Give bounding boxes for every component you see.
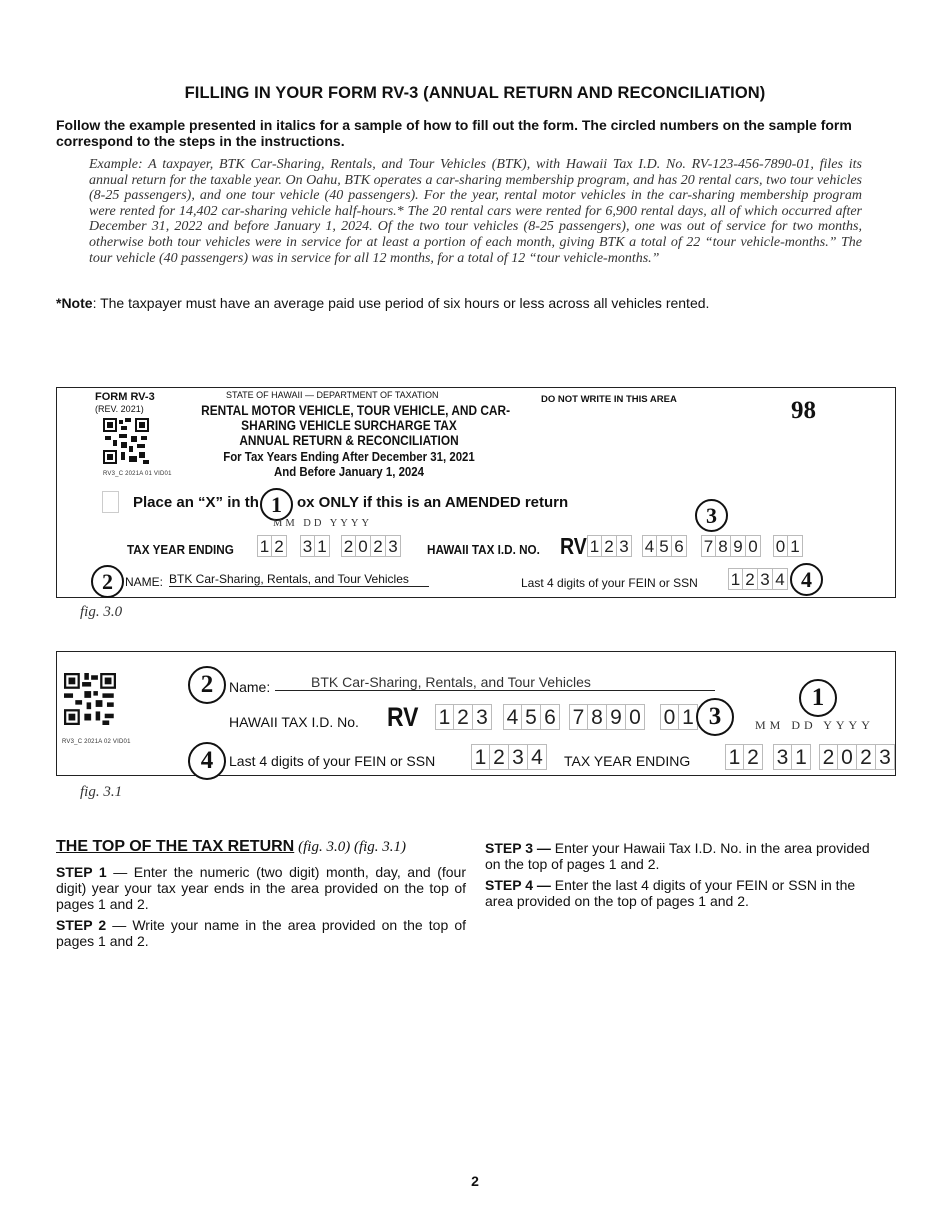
digit: 1 bbox=[792, 744, 811, 770]
tax-year-month bbox=[257, 535, 287, 557]
date-format-hint: MM DD YYYY bbox=[755, 718, 874, 732]
step-2-marker: 2 bbox=[91, 565, 124, 598]
taxid-prefix: RV bbox=[560, 533, 587, 559]
digit: 1 bbox=[471, 744, 490, 770]
digit: 0 bbox=[356, 535, 371, 557]
amended-label-start: Place an “X” in th bbox=[133, 494, 259, 511]
step-1 bbox=[56, 864, 466, 912]
digit: 2 bbox=[272, 535, 287, 557]
step-3-marker: 3 bbox=[695, 499, 728, 532]
digit: 8 bbox=[588, 704, 607, 730]
digit: 4 bbox=[642, 535, 657, 557]
digit: 4 bbox=[528, 744, 547, 770]
digit: 6 bbox=[541, 704, 560, 730]
form-title-line1: RENTAL MOTOR VEHICLE, TOUR VEHICLE, AND CAR- bbox=[201, 403, 511, 418]
digit: 9 bbox=[731, 535, 746, 557]
example-text: Example: A taxpayer, BTK Car-Sharing, Rentals, and Tour Vehicles (BTK), with Hawaii Tax I.D. No. RV-123-456-7890-01, files its annual return for the taxable year. On Oahu, BTK operates a car-sharing membership program, and has 20 rental cars, two tour vehicles (8-25 passengers), and one tour vehicle (40 passengers). For the year, rental motor vehicles in the car-sharing membership program were rented for 14,402 car-sharing vehicle half-hours.* The 20 rental cars were rented for 6,900 rental days, all of which occurred after December 31, 2022 and before January 1, 2024. Of the two tour vehicles (8-25 passengers), one was out of service for two months, otherwise both tour vehicles were in service for at least a portion of each month, giving BTK a total of 22 “tour vehicle-months.” The tour vehicle (40 passengers) was in service for all 12 months, for a total of 12 “tour vehicle-months.” bbox=[89, 157, 862, 266]
taxid-group2 bbox=[503, 704, 560, 730]
taxid-prefix: RV bbox=[387, 702, 419, 732]
digit: 3 bbox=[876, 744, 895, 770]
step-2-text: — Write your name in the area provided on the top of pages 1 and 2. bbox=[56, 917, 467, 949]
page-number: 2 bbox=[471, 1173, 479, 1189]
step-1-marker: 1 bbox=[799, 679, 837, 717]
step-4 bbox=[485, 877, 885, 909]
step-3-marker: 3 bbox=[696, 698, 734, 736]
digit: 3 bbox=[386, 535, 401, 557]
digit: 1 bbox=[587, 535, 602, 557]
digit: 2 bbox=[857, 744, 876, 770]
name-value: BTK Car-Sharing, Rentals, and Tour Vehicles bbox=[275, 674, 715, 691]
taxid-group4 bbox=[773, 535, 803, 557]
digit: 7 bbox=[701, 535, 716, 557]
step-3-label: STEP 3 — bbox=[485, 840, 551, 856]
digit: 3 bbox=[473, 704, 492, 730]
section-figure-refs: (fig. 3.0) (fig. 3.1) bbox=[298, 839, 407, 855]
note-label: *Note bbox=[56, 295, 93, 311]
intro-text: Follow the example presented in italics for a sample of how to fill out the form. The circled numbers on the sample form correspond to the steps in the instructions. bbox=[56, 117, 852, 149]
date-format-hint: MM DD YYYY bbox=[273, 518, 373, 529]
digit: 2 bbox=[341, 535, 356, 557]
step-1-marker: 1 bbox=[260, 488, 293, 521]
taxid-label: HAWAII TAX I.D. NO. bbox=[427, 542, 540, 557]
step-3 bbox=[485, 840, 885, 872]
digit: 2 bbox=[743, 568, 758, 590]
digit: 1 bbox=[788, 535, 803, 557]
digit: 6 bbox=[672, 535, 687, 557]
step-4-marker: 4 bbox=[188, 742, 226, 780]
step-3-text: Enter your Hawaii Tax I.D. No. in the area provided on the top of pages 1 and 2. bbox=[485, 840, 870, 872]
name-label: NAME: bbox=[125, 575, 164, 589]
figure-caption: fig. 3.0 bbox=[80, 604, 123, 620]
step-2 bbox=[56, 917, 466, 949]
amended-label-end: ox ONLY if this is an AMENDED return bbox=[297, 494, 569, 511]
tax-year-label: TAX YEAR ENDING bbox=[127, 542, 234, 557]
do-not-write-label: DO NOT WRITE IN THIS AREA bbox=[541, 394, 677, 405]
section-heading: THE TOP OF THE TAX RETURN bbox=[56, 838, 295, 855]
step-2-label: STEP 2 bbox=[56, 917, 107, 933]
taxid-label: HAWAII TAX I.D. No. bbox=[229, 714, 359, 730]
fein-label: Last 4 digits of your FEIN or SSN bbox=[521, 576, 698, 590]
step-4-text: Enter the last 4 digits of your FEIN or SSN in the area provided on the top of pages 1 and 2. bbox=[485, 877, 856, 909]
digit: 0 bbox=[746, 535, 761, 557]
digit: 0 bbox=[773, 535, 788, 557]
qr-code-icon bbox=[64, 673, 116, 725]
step-2-marker: 2 bbox=[188, 666, 226, 704]
digit: 8 bbox=[716, 535, 731, 557]
taxid-group1 bbox=[435, 704, 492, 730]
name-value: BTK Car-Sharing, Rentals, and Tour Vehicles bbox=[169, 572, 429, 587]
digit: 9 bbox=[607, 704, 626, 730]
step-4-label: STEP 4 — bbox=[485, 877, 551, 893]
form-rev: (REV. 2021) bbox=[95, 404, 144, 414]
digit: 0 bbox=[660, 704, 679, 730]
tax-year-day bbox=[773, 744, 811, 770]
sample-form-page1 bbox=[56, 387, 896, 598]
taxid-group4 bbox=[660, 704, 698, 730]
page-title: FILLING IN YOUR FORM RV-3 (ANNUAL RETURN AND RECONCILIATION) bbox=[184, 84, 766, 102]
form-title-line2: SHARING VEHICLE SURCHARGE TAX bbox=[241, 418, 457, 433]
taxid-group3 bbox=[569, 704, 645, 730]
digit: 1 bbox=[435, 704, 454, 730]
tax-year-label: TAX YEAR ENDING bbox=[564, 753, 691, 769]
amended-checkbox[interactable] bbox=[102, 491, 119, 513]
qr-code-icon bbox=[103, 418, 149, 464]
form-number: 98 bbox=[791, 397, 816, 424]
digit: 2 bbox=[602, 535, 617, 557]
digit: 2 bbox=[454, 704, 473, 730]
digit: 1 bbox=[725, 744, 744, 770]
fein-digits bbox=[471, 744, 547, 770]
taxid-group3 bbox=[701, 535, 761, 557]
sample-form-page2 bbox=[56, 651, 896, 776]
digit: 0 bbox=[626, 704, 645, 730]
agency-label: STATE OF HAWAII — DEPARTMENT OF TAXATION bbox=[226, 390, 439, 400]
fein-label: Last 4 digits of your FEIN or SSN bbox=[229, 753, 436, 769]
digit: 7 bbox=[569, 704, 588, 730]
digit: 5 bbox=[522, 704, 541, 730]
digit: 1 bbox=[315, 535, 330, 557]
digit: 3 bbox=[617, 535, 632, 557]
figure-caption: fig. 3.1 bbox=[80, 784, 123, 800]
tax-year-year bbox=[341, 535, 401, 557]
taxid-group1 bbox=[587, 535, 632, 557]
barcode-id: RV3_C 2021A 02 VID01 bbox=[62, 739, 131, 745]
barcode-id: RV3_C 2021A 01 VID01 bbox=[103, 471, 172, 477]
form-title-line3: ANNUAL RETURN & RECONCILIATION bbox=[239, 433, 459, 448]
digit: 2 bbox=[490, 744, 509, 770]
digit: 3 bbox=[300, 535, 315, 557]
note bbox=[56, 295, 876, 311]
tax-year-month bbox=[725, 744, 763, 770]
step-1-label: STEP 1 bbox=[56, 864, 107, 880]
digit: 3 bbox=[758, 568, 773, 590]
digit: 2 bbox=[371, 535, 386, 557]
digit: 1 bbox=[257, 535, 272, 557]
digit: 0 bbox=[838, 744, 857, 770]
form-title-line5: And Before January 1, 2024 bbox=[273, 464, 425, 479]
digit: 2 bbox=[744, 744, 763, 770]
digit: 1 bbox=[679, 704, 698, 730]
instructions-left-column bbox=[56, 838, 466, 954]
digit: 4 bbox=[503, 704, 522, 730]
step-1-text: — Enter the numeric (two digit) month, day, and (four digit) year your tax year ends in the area provided on the top of pages 1 and 2. bbox=[56, 864, 466, 912]
instructions-right-column bbox=[485, 840, 885, 914]
note-text: : The taxpayer must have an average paid use period of six hours or less across all vehicles rented. bbox=[92, 295, 710, 311]
digit: 3 bbox=[773, 744, 792, 770]
digit: 4 bbox=[773, 568, 788, 590]
fein-digits bbox=[728, 568, 788, 590]
digit: 5 bbox=[657, 535, 672, 557]
digit: 3 bbox=[509, 744, 528, 770]
form-title-line4: For Tax Years Ending After December 31, 2021 bbox=[223, 449, 475, 464]
tax-year-day bbox=[300, 535, 330, 557]
step-4-marker: 4 bbox=[790, 563, 823, 596]
tax-year-year bbox=[819, 744, 895, 770]
digit: 1 bbox=[728, 568, 743, 590]
name-label: Name: bbox=[229, 679, 271, 695]
taxid-group2 bbox=[642, 535, 687, 557]
digit: 2 bbox=[819, 744, 838, 770]
form-id: FORM RV-3 bbox=[95, 391, 155, 403]
